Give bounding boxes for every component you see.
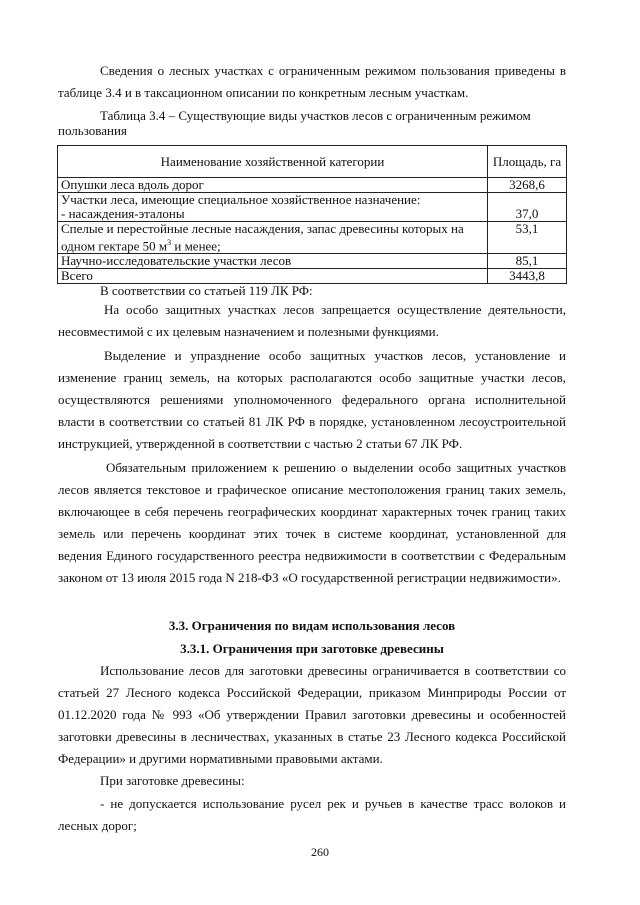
harvest-lead: При заготовке древесины: [100,773,245,788]
table-row [58,193,567,222]
intro-paragraph: Сведения о лесных участках с ограниченным режимом пользования приведены в таблице 3.4 и в таксационном описании по конкретным лесным участкам. [58,63,566,100]
paragraph-annex: Обязательным приложением к решению о выделении особо защитных участков лесов является текстовое и графическое описание местоположения границ таких земель, включающее в себя перечень географических координат характерных точек границ таких земель или перечень координат этих точек в системе координат, установленной для ведения Единого государственного реестра недвижимости в соответствии с Федеральным законом от 13 июля 2015 года N 218-ФЗ «О государственной регистрации недвижимости». [58,460,566,585]
paragraph-prohibition: На особо защитных участках лесов запрещается осуществление деятельности, несовместимой с их целевым назначением и полезными функциями. [58,302,566,339]
row-name-line2: - насаждения-эталоны [61,206,185,221]
row-name [58,193,488,222]
subsection-heading: 3.3.1. Ограничения при заготовке древесины [180,641,444,656]
row-name: Всего [58,269,488,284]
section-heading: 3.3. Ограничения по видам использования лесов [168,618,456,633]
paragraph-allocation: Выделение и упразднение особо защитных участков лесов, установление и изменение границ земель, на которых располагаются особо защитные участки лесов, осуществляются решениями уполномоченного федерального органа исполнительной власти в соответствии со статьей 81 ЛК РФ в порядке, установленном лесоустроительной инструкцией, утвержденной в соответствии с частью 2 статьи 67 ЛК РФ. [58,348,566,451]
law-note: В соответствии со статьей 119 ЛК РФ: [100,283,313,298]
table-row [58,178,567,193]
row-name: Научно-исследовательские участки лесов [58,254,488,269]
page-number: 260 [311,845,329,859]
header-area: Площадь, га [488,146,567,178]
row-area: 3443,8 [488,269,567,284]
header-category: Наименование хозяйственной категории [58,146,488,178]
cubic-superscript: 3 [167,238,172,247]
paragraph-harvest: Использование лесов для заготовки древесины ограничивается в соответствии со статьей 27 Лесного кодекса Российской Федерации, приказом Минприроды России от 01.12.2020 года № 993 «Об утверждении Правил заготовки древесины и особенностей заготовки древесины в лесничествах, указанных в статье 23 Лесного кодекса Российской Федерации» и другими нормативными правовыми актами. [58,663,566,766]
harvest-list-item: - не допускается использование русел рек и ручьев в качестве трасс волоков и лесных дорог; [58,796,566,833]
row-area: 3268,6 [488,178,567,193]
table-row [58,269,567,284]
row-area: 53,1 [488,222,567,254]
table-row [58,254,567,269]
table-header-row [58,146,567,178]
row-name-tail: и менее; [171,238,221,254]
row-name-text: Спелые и перестойные лесные насаждения, запас древесины которых на одном гектаре 50 м [61,221,464,254]
table-caption: Таблица 3.4 – Существующие виды участков лесов с ограниченным режимом пользования [58,108,531,138]
table-row [58,222,567,254]
row-area: 37,0 [488,193,567,222]
row-area: 85,1 [488,254,567,269]
row-name-line1: Участки леса, имеющие специальное хозяйственное назначение: [61,192,421,207]
row-name: Опушки леса вдоль дорог [58,178,488,193]
forest-areas-table [57,145,567,284]
row-name [58,222,488,254]
